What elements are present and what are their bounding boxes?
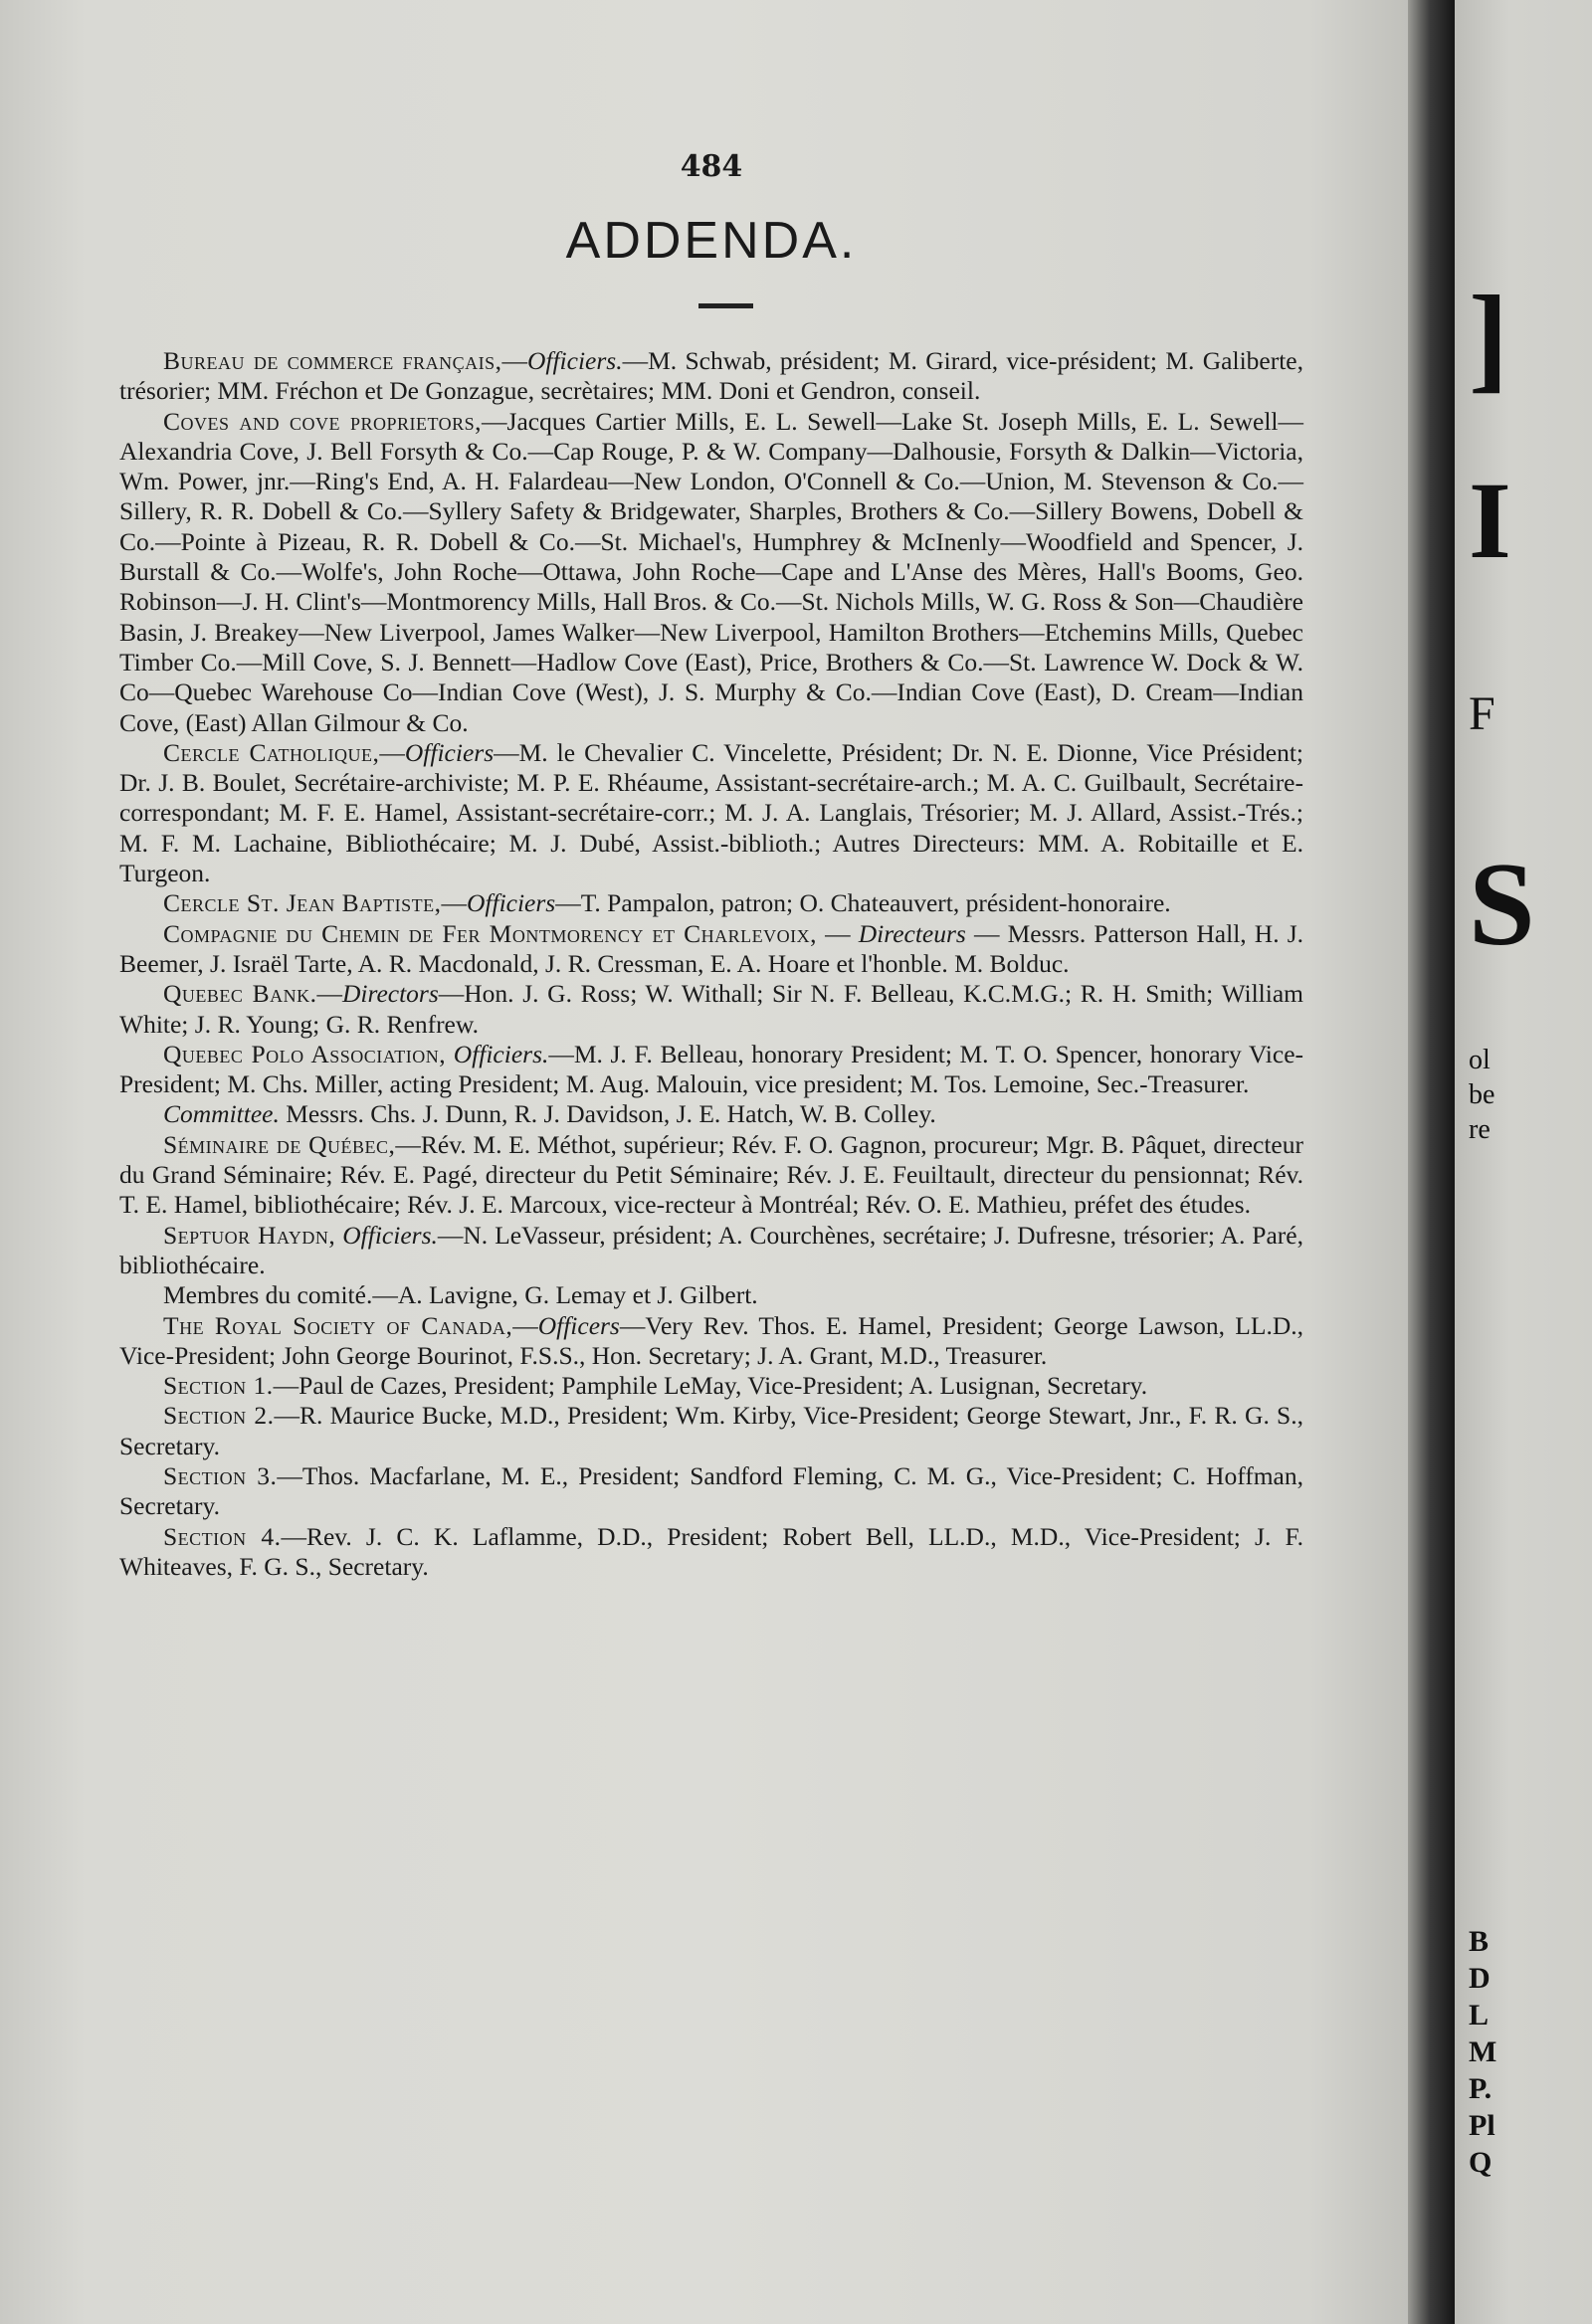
- adjacent-fragment: M: [1469, 2035, 1497, 2068]
- adjacent-fragment: Q: [1469, 2146, 1492, 2179]
- directory-entry: Septuor Haydn, Officiers.—N. LeVasseur, président; A. Courchènes, secrétaire; J. Dufresne, trésorier; A. Paré, bibliothécaire.: [119, 1220, 1303, 1279]
- adjacent-fragment: F: [1469, 687, 1495, 740]
- adjacent-fragment: B: [1469, 1925, 1490, 1958]
- adjacent-fragment: L: [1469, 1999, 1490, 2032]
- directory-entry: Committee. Messrs. Chs. J. Dunn, R. J. Davidson, J. E. Hatch, W. B. Colley.: [163, 1099, 936, 1129]
- addenda-body: [119, 346, 1303, 1582]
- adjacent-fragment: P.: [1469, 2072, 1492, 2105]
- adjacent-fragment: D: [1469, 1962, 1491, 1995]
- adjacent-fragment: be: [1469, 1079, 1495, 1110]
- directory-entry: Section 1.—Paul de Cazes, President; Pamphile LeMay, Vice-President; A. Lusignan, Secretary.: [163, 1371, 1148, 1401]
- binding-gutter: [1408, 0, 1458, 2324]
- adjacent-page-edge: [1455, 0, 1592, 2324]
- adjacent-fragment: re: [1469, 1114, 1491, 1145]
- directory-entry: Quebec Bank.—Directors—Hon. J. G. Ross; W. Withall; Sir N. F. Belleau, K.C.M.G.; R. H. Smith; William White; J. R. Young; G. R. Renfrew.: [119, 979, 1304, 1039]
- page-number: 484: [680, 149, 743, 184]
- directory-entry: Quebec Polo Association, Officiers.—M. J. F. Belleau, honorary President; M. T. O. Spencer, honorary Vice-President; M. Chs. Miller, acting President; M. Aug. Malouin, vice president; M. Tos. Lemoine, Sec.-Treasurer.: [119, 1039, 1304, 1099]
- directory-entry: Cercle St. Jean Baptiste,—Officiers—T. Pampalon, patron; O. Chateauvert, président-honoraire.: [163, 888, 1171, 918]
- page-title: ADDENDA.: [565, 212, 858, 270]
- adjacent-fragment: Pl: [1469, 2109, 1495, 2142]
- directory-entry: Section 3.—Thos. Macfarlane, M. E., President; Sandford Fleming, C. M. G., Vice-President; C. Hoffman, Secretary.: [119, 1460, 1303, 1521]
- directory-entry: Séminaire de Québec,—Rév. M. E. Méthot, supérieur; Rév. F. O. Gagnon, procureur; Mgr. B. Pâquet, directeur du Grand Séminaire; Rév. E. Pagé, directeur du Petit Séminaire; Rév. J. E. Feuiltault, directeur du pensionnat; Rév. T. E. Hamel, bibliothécaire; Rév. J. E. Marcoux, vice-recteur à Montréal; Rév. O. E. Mathieu, préfet des études.: [119, 1129, 1303, 1220]
- adjacent-fragment: ol: [1469, 1045, 1491, 1075]
- adjacent-fragment: I: [1469, 460, 1511, 581]
- title-rule: [698, 303, 753, 308]
- directory-entry: The Royal Society of Canada,—Officers—Very Rev. Thos. E. Hamel, President; George Lawson, LL.D., Vice-President; John George Bourinot, F.S.S., Hon. Secretary; J. A. Grant, M.D., Treasurer.: [119, 1310, 1304, 1370]
- directory-entry: Membres du comité.—A. Lavigne, G. Lemay et J. Gilbert.: [163, 1280, 758, 1310]
- directory-entry: Compagnie du Chemin de Fer Montmorency et Charlevoix, — Directeurs — Messrs. Patterson Hall, H. J. Beemer, J. Israël Tarte, A. R. Macdonald, J. R. Cressman, E. A. Hoare et l'honble. M. Bolduc.: [119, 918, 1303, 978]
- directory-entry: Coves and cove proprietors,—Jacques Cartier Mills, E. L. Sewell—Lake St. Joseph Mills, E. L. Sewell—Alexandria Cove, J. Bell Forsyth & Co.—Cap Rouge, P. & W. Company—Dalhousie, Forsyth & Dalkin—Victoria, Wm. Power, jnr.—Ring's End, A. H. Falardeau—New London, O'Connell & Co.—Union, M. Stevenson & Co.—Sillery, R. R. Dobell & Co.—Syllery Safety & Bridgewater, Sharples, Brothers & Co.—Sillery Bowens, Dobell & Co.—Pointe à Pizeau, R. R. Dobell & Co.—St. Michael's, Humphrey & McInenly—Woodfield and Spencer, J. Burstall & Co.—Wolfe's, John Roche—Ottawa, John Roche—Cape and L'Anse des Mères, Hall's Booms, Geo. Robinson—J. H. Clint's—Montmorency Mills, Hall Bros. & Co.—St. Nichols Mills, W. G. Ross & Son—Chaudière Basin, J. Breakey—New Liverpool, James Walker—New Liverpool, Hamilton Brothers—Etchemins Mills, Quebec Timber Co.—Mill Cove, S. J. Bennett—Hadlow Cove (East), Price, Brothers & Co.—St. Lawrence W. Dock & W. Co—Quebec Warehouse Co—Indian Cove (West), J. S. Murphy & Co.—Indian Cove (East), D. Cream—Indian Cove, (East) Allan Gilmour & Co.: [119, 406, 1303, 737]
- directory-entry: Cercle Catholique,—Officiers—M. le Chevalier C. Vincelette, Président; Dr. N. E. Dionne, Vice Président; Dr. J. B. Boulet, Secrétaire-archiviste; M. P. E. Rhéaume, Assistant-secrétaire-arch.; M. A. C. Guilbault, Secrétaire-correspondant; M. F. E. Hamel, Assistant-secrétaire-corr.; M. J. A. Langlais, Trésorier; M. J. Allard, Assist.-Trés.; M. F. M. Lachaine, Bibliothécaire; M. J. Dubé, Assist.-biblioth.; Autres Directeurs: MM. A. Robitaille et E. Turgeon.: [119, 737, 1303, 888]
- adjacent-fragment: S: [1469, 838, 1535, 970]
- directory-entry: Section 2.—R. Maurice Bucke, M.D., President; Wm. Kirby, Vice-President; George Stewart, Jnr., F. R. G. S., Secretary.: [119, 1401, 1303, 1460]
- directory-entry: Bureau de commerce français,—Officiers.—M. Schwab, président; M. Girard, vice-président; M. Galiberte, trésorier; MM. Fréchon et De Gonzague, secrètaires; MM. Doni et Gendron, conseil.: [119, 346, 1303, 406]
- directory-entry: Section 4.—Rev. J. C. K. Laflamme, D.D., President; Robert Bell, LL.D., M.D., Vice-President; J. F. Whiteaves, F. G. S., Secretary.: [119, 1521, 1304, 1581]
- adjacent-fragment: ]: [1469, 271, 1508, 403]
